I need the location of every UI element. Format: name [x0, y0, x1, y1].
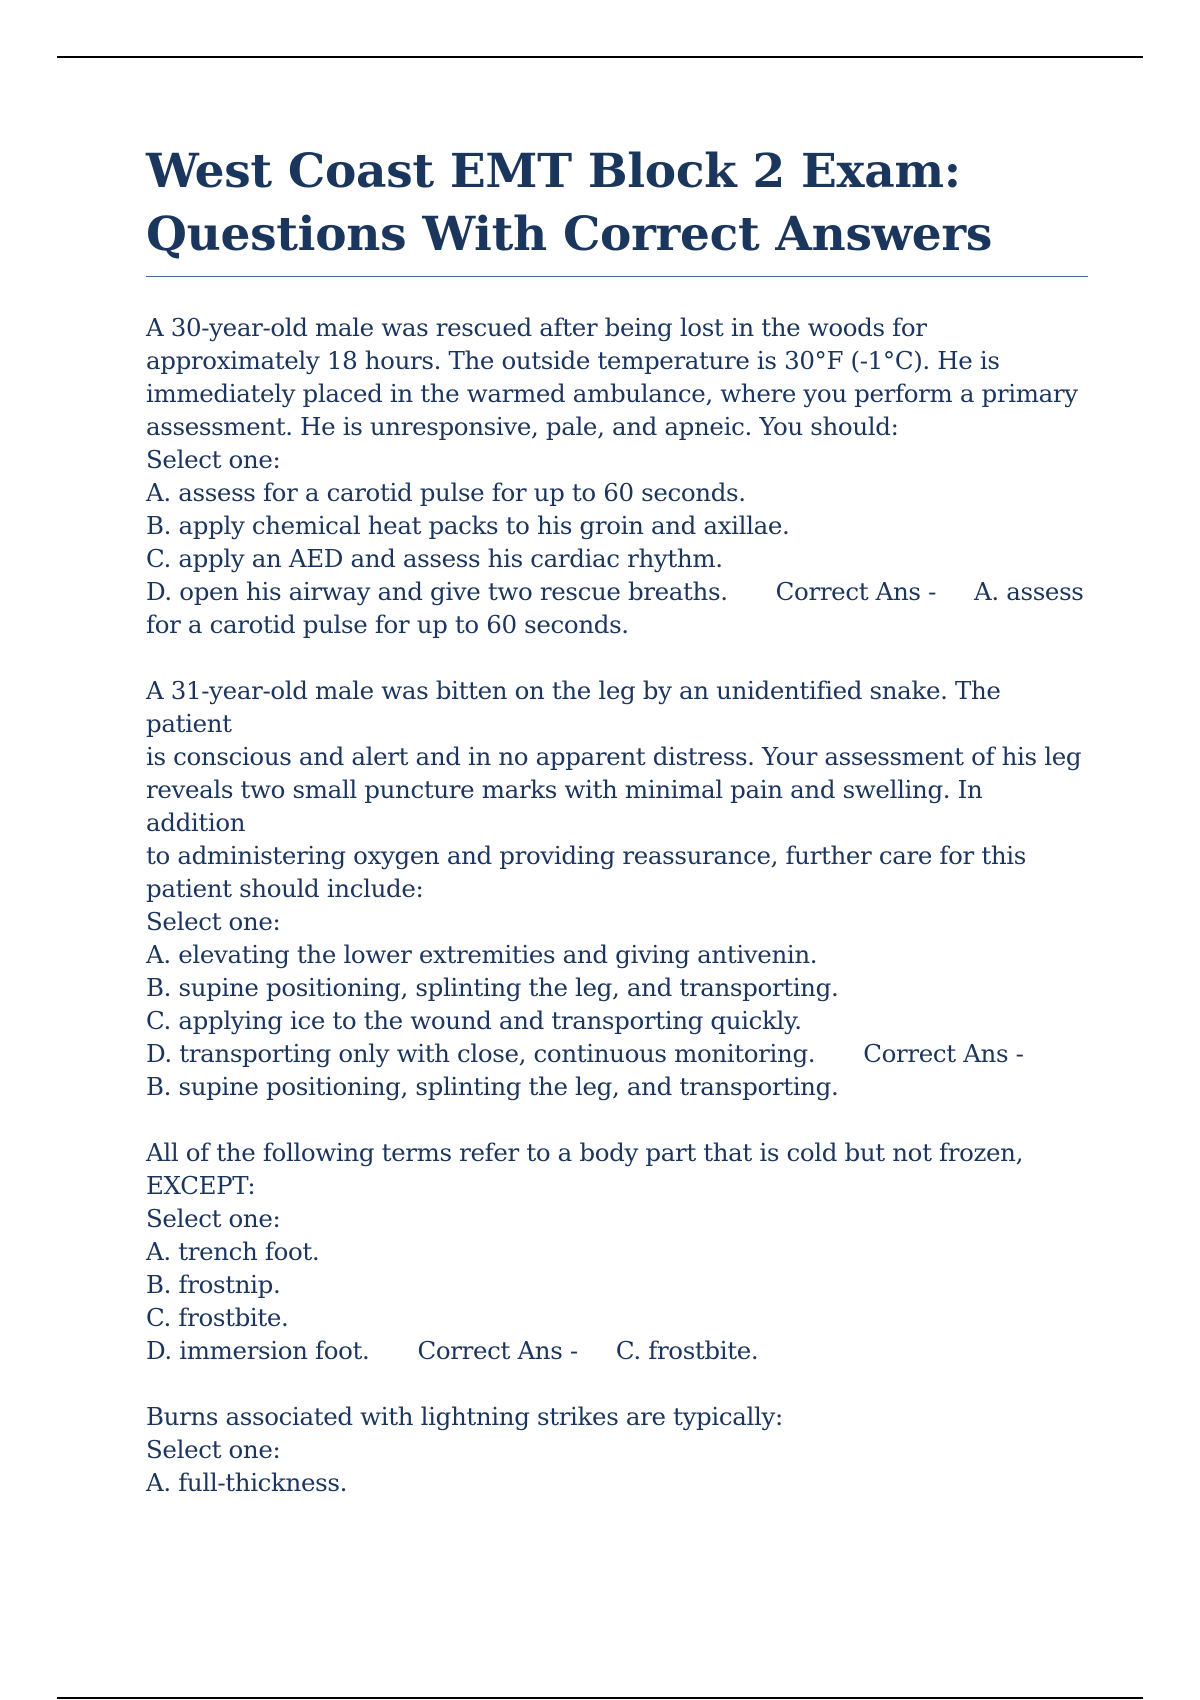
question-1-option-c: C. apply an AED and assess his cardiac rhythm.: [146, 544, 723, 573]
question-1-stem-line: immediately placed in the warmed ambulance, where you perform a primary: [146, 379, 1078, 408]
question-4-prompt: Select one:: [146, 1435, 281, 1464]
question-1-stem-line: approximately 18 hours. The outside temperature is 30°F (-1°C). He is: [146, 346, 1000, 375]
question-2-prompt: Select one:: [146, 907, 281, 936]
question-1-stem-line: A 30-year-old male was rescued after being lost in the woods for: [146, 313, 927, 342]
question-3-answer: C. frostbite.: [615, 1336, 759, 1365]
question-3-option-d: D. immersion foot.: [146, 1336, 370, 1365]
document-title: [146, 140, 1088, 266]
question-1-prompt: Select one:: [146, 445, 281, 474]
question-3-option-c: C. frostbite.: [146, 1303, 289, 1332]
question-2-option-d-row: [146, 1037, 1088, 1070]
question-3-stem-line: All of the following terms refer to a body part that is cold but not frozen,: [146, 1138, 1024, 1167]
title-line-2: Questions With Correct Answers: [146, 207, 992, 262]
question-2-option-d: D. transporting only with close, continuous monitoring.: [146, 1039, 816, 1068]
question-3-correct-label: Correct Ans -: [417, 1336, 578, 1365]
question-1-option-d: D. open his airway and give two rescue breaths.: [146, 577, 728, 606]
question-1-correct-label: Correct Ans -: [775, 577, 936, 606]
page-top-rule: [57, 56, 1143, 58]
page-bottom-rule: [57, 1697, 1143, 1699]
question-list: [146, 311, 1088, 1499]
question-2-answer: B. supine positioning, splinting the leg, and transporting.: [146, 1072, 839, 1101]
title-line-1: West Coast EMT Block 2 Exam:: [146, 144, 961, 199]
question-4-stem-line: Burns associated with lightning strikes are typically:: [146, 1402, 783, 1431]
question-4-option-a: A. full-thickness.: [146, 1468, 348, 1497]
question-3-stem-line: EXCEPT:: [146, 1171, 256, 1200]
question-2-correct-label: Correct Ans -: [863, 1039, 1024, 1068]
question-2-option-c: C. applying ice to the wound and transporting quickly.: [146, 1006, 802, 1035]
question-1-option-a: A. assess for a carotid pulse for up to 60 seconds.: [146, 478, 746, 507]
question-2-stem-line: patient should include:: [146, 874, 424, 903]
question-2-option-b: B. supine positioning, splinting the leg, and transporting.: [146, 973, 839, 1002]
question-3-option-a: A. trench foot.: [146, 1237, 320, 1266]
question-3-prompt: Select one:: [146, 1204, 281, 1233]
question-2-stem-line: to administering oxygen and providing reassurance, further care for this: [146, 841, 1026, 870]
question-2-stem-line: A 31-year-old male was bitten on the leg by an unidentified snake. The patient: [146, 676, 1001, 738]
question-2-option-a: A. elevating the lower extremities and giving antivenin.: [146, 940, 818, 969]
question-2: [146, 674, 1088, 1103]
question-4: [146, 1400, 1088, 1499]
question-1-option-b: B. apply chemical heat packs to his groin and axillae.: [146, 511, 790, 540]
page-content: [146, 140, 1088, 1532]
question-1-answer-continued: for a carotid pulse for up to 60 seconds.: [146, 610, 629, 639]
question-3-option-b: B. frostnip.: [146, 1270, 281, 1299]
question-1-stem-line: assessment. He is unresponsive, pale, and apneic. You should:: [146, 412, 899, 441]
question-2-stem-line: is conscious and alert and in no apparent distress. Your assessment of his leg: [146, 742, 1082, 771]
question-3: [146, 1136, 1088, 1367]
question-1-answer: A. assess: [974, 577, 1084, 606]
question-3-option-d-row: [146, 1334, 1088, 1367]
question-2-stem-line: reveals two small puncture marks with minimal pain and swelling. In addition: [146, 775, 983, 837]
question-1: [146, 311, 1088, 641]
title-underline: [146, 276, 1088, 277]
question-1-option-d-row: [146, 575, 1088, 608]
